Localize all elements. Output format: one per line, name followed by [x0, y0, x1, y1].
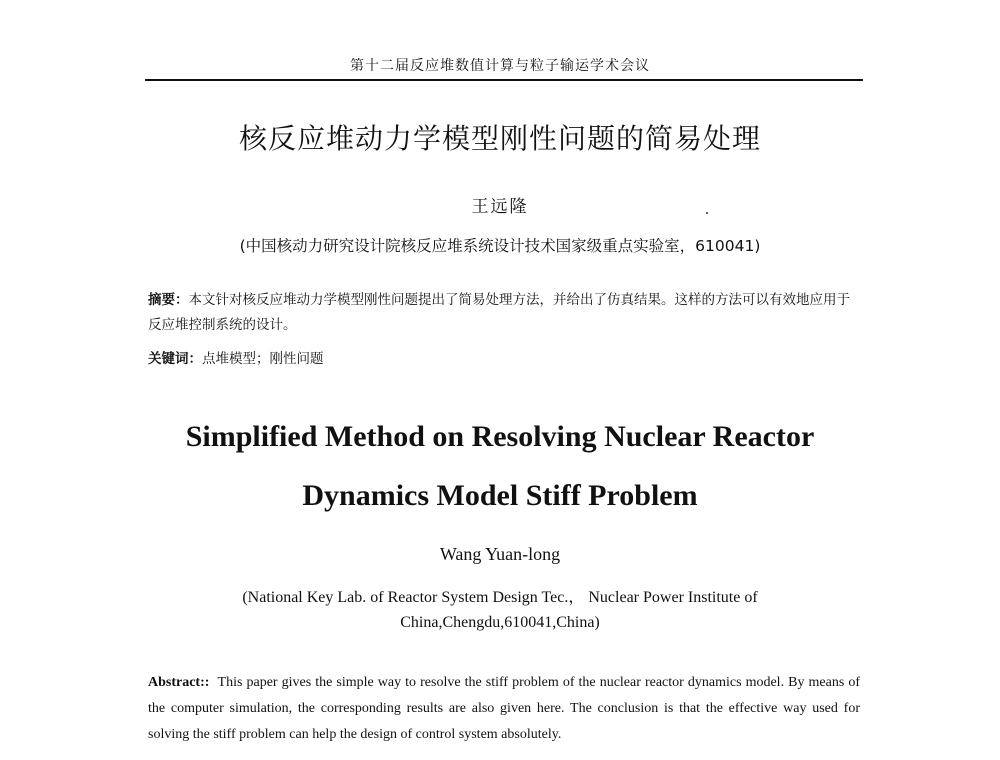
chinese-abstract-label: 摘要：	[148, 292, 189, 308]
chinese-affiliation: (中国核动力研究设计院核反应堆系统设计技术国家级重点实验室，610041)	[239, 237, 761, 255]
scan-artifact-dot	[706, 212, 708, 214]
header-rule	[145, 79, 863, 81]
chinese-keywords	[148, 348, 858, 370]
chinese-abstract	[148, 288, 858, 338]
chinese-keywords-text: 点堆模型；刚性问题	[202, 351, 324, 367]
english-abstract-label: Abstract::	[148, 675, 210, 690]
chinese-title: 核反应堆动力学模型刚性问题的简易处理	[238, 122, 761, 155]
english-title	[0, 407, 1000, 525]
english-abstract-text: This paper gives the simple way to resolve the stiff problem of the nuclear reactor dynamics model. By means of the computer simulation, the corresponding results are also given here. The conclusion is that the effective way used for solving the stiff problem can help the design of control system absolutely.	[148, 675, 861, 742]
english-affiliation-line2: China,Chengdu,610041,China)	[400, 614, 600, 631]
english-title-line2: Dynamics Model Stiff Problem	[302, 479, 698, 512]
english-affiliation-line1: (National Key Lab. of Reactor System Design Tec.， Nuclear Power Institute of	[242, 589, 758, 606]
chinese-abstract-text: 本文针对核反应堆动力学模型刚性问题提出了简易处理方法，并给出了仿真结果。这样的方法可以有效地应用于反应堆控制系统的设计。	[148, 292, 850, 333]
english-author: Wang Yuan-long	[439, 544, 561, 564]
english-abstract	[148, 670, 860, 748]
english-affiliation	[200, 585, 800, 635]
english-title-line1: Simplified Method on Resolving Nuclear Reactor	[185, 420, 815, 453]
chinese-author: 王远隆	[471, 197, 529, 217]
conference-header: 第十二届反应堆数值计算与粒子输运学术会议	[350, 58, 650, 74]
chinese-keywords-label: 关键词：	[148, 351, 202, 367]
